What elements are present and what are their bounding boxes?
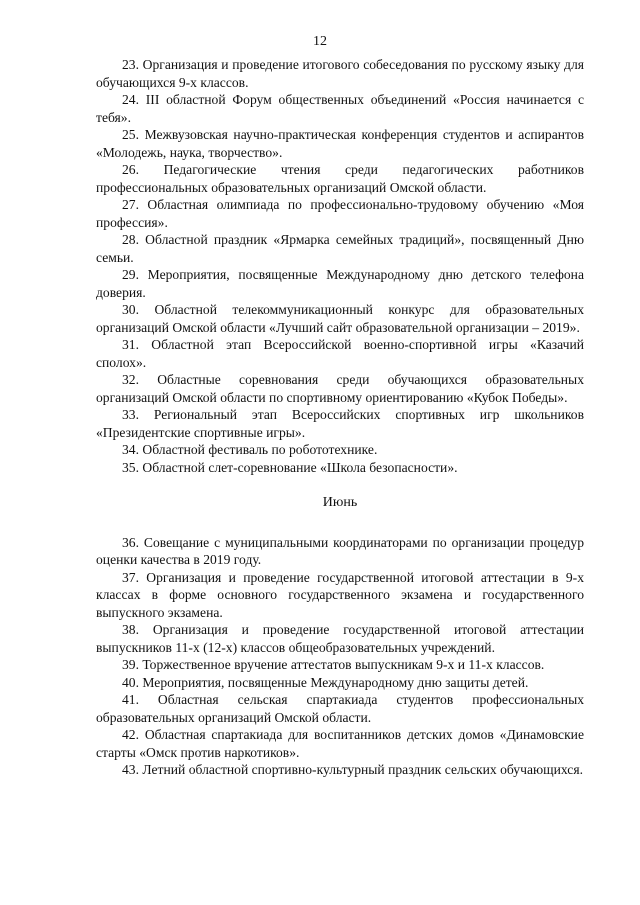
list-item-27: 27. Областная олимпиада по профессионально-трудовому обучению «Моя профессия». [96, 197, 584, 230]
page-number: 12 [313, 34, 327, 49]
list-item-24: 24. III областной Форум общественных объединений «Россия начинается с тебя». [96, 92, 584, 125]
list-item-42: 42. Областная спартакиада для воспитанников детских домов «Динамовские старты «Омск против наркотиков». [96, 727, 584, 760]
list-item-30: 30. Областной телекоммуникационный конкурс для образовательных организаций Омской области «Лучший сайт образовательной организации – 2019». [96, 302, 584, 335]
document-body [96, 56, 584, 779]
section-title-june: Июнь [322, 495, 358, 510]
list-item-34: 34. Областной фестиваль по робототехнике. [122, 442, 378, 457]
list-item-25: 25. Межвузовская научно-практическая конференция студентов и аспирантов «Молодежь, наука, творчество». [96, 127, 584, 160]
list-item-23: 23. Организация и проведение итогового собеседования по русскому языку для обучающихся 9-х классов. [96, 57, 584, 90]
list-item-43: 43. Летний областной спортивно-культурный праздник сельских обучающихся. [122, 762, 583, 777]
list-item-36: 36. Совещание с муниципальными координаторами по организации процедур оценки качества в 2019 году. [96, 534, 584, 567]
list-item-37: 37. Организация и проведение государственной итоговой аттестации в 9-х классах в форме основного государственного экзамена и государственного выпускного экзамена. [96, 569, 584, 620]
list-item-40: 40. Мероприятия, посвященные Международному дню защиты детей. [122, 674, 529, 690]
list-item-39: 39. Торжественное вручение аттестатов выпускникам 9-х и 11-х классов. [122, 657, 545, 672]
list-item-38: 38. Организация и проведение государственной итоговой аттестации выпускников 11-х (12-х) классов общеобразовательных учреждений. [96, 622, 584, 655]
list-item-32: 32. Областные соревнования среди обучающихся образовательных организаций Омской области по спортивному ориентированию «Кубок Победы». [96, 372, 584, 405]
list-item-31: 31. Областной этап Всероссийской военно-спортивной игры «Казачий сполох». [96, 337, 584, 370]
list-item-41: 41. Областная сельская спартакиада студентов профессиональных образовательных организаций Омской области. [96, 692, 584, 725]
list-item-28: 28. Областной праздник «Ярмарка семейных традиций», посвященный Дню семьи. [96, 232, 584, 265]
list-item-35: 35. Областной слет-соревнование «Школа безопасности». [122, 459, 458, 475]
list-item-29: 29. Мероприятия, посвященные Международному дню детского телефона доверия. [96, 267, 584, 300]
list-item-33: 33. Региональный этап Всероссийских спортивных игр школьников «Президентские спортивные игры». [96, 407, 584, 440]
list-item-26: 26. Педагогические чтения среди педагогических работников профессиональных образовательных организаций Омской области. [96, 162, 584, 195]
